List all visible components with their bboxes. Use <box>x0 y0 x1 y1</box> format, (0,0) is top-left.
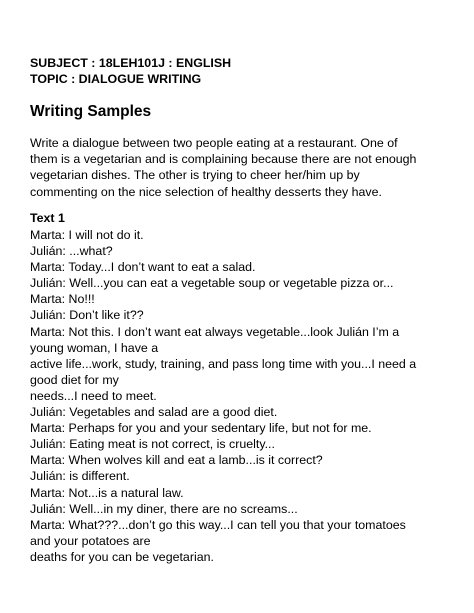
dialogue-line: needs...I need to meet. <box>30 388 157 403</box>
dialogue-line: Marta: Not this. I don’t want eat always vegetable...look Julián I’m a <box>30 324 400 339</box>
dialogue-line: Marta: When wolves kill and eat a lamb...is it correct? <box>30 453 323 468</box>
dialogue-line: Marta: Perhaps for you and your sedentary life, but not for me. <box>30 421 372 436</box>
dialogue-line: Julián: Well...in my diner, there are no screams... <box>30 501 298 516</box>
topic-line: TOPIC : DIALOGUE WRITING <box>30 72 202 86</box>
dialogue-line: and your potatoes are <box>30 533 151 548</box>
dialogue-line: Marta: What???...don’t go this way...I can tell you that your tomatoes <box>30 517 406 532</box>
dialogue-line: good diet for my <box>30 372 119 387</box>
dialogue-line: Julián: Well...you can eat a vegetable soup or vegetable pizza or... <box>30 276 394 291</box>
dialogue-line: Julián: is different. <box>30 469 130 484</box>
prompt-paragraph <box>30 135 460 200</box>
dialogue-line: Julián: Vegetables and salad are a good diet. <box>30 405 278 420</box>
dialogue-block <box>30 227 460 565</box>
subject-line: SUBJECT : 18LEH101J : ENGLISH <box>30 56 232 70</box>
dialogue-line: deaths for you can be vegetarian. <box>30 549 214 564</box>
text-label: Text 1 <box>30 211 65 225</box>
dialogue-line: Marta: Not...is a natural law. <box>30 485 184 500</box>
prompt-line: vegetarian dishes. The other is trying to cheer her/him up by <box>30 168 360 183</box>
prompt-line: commenting on the nice selection of healthy desserts they have. <box>30 184 382 199</box>
prompt-line: them is a vegetarian and is complaining because there are not enough <box>30 152 417 167</box>
dialogue-line: Julián: ...what? <box>30 244 113 259</box>
dialogue-line: Marta: Today...I don’t want to eat a salad. <box>30 260 256 275</box>
dialogue-line: Julián: Eating meat is not correct, is cruelty... <box>30 437 275 452</box>
document-header <box>30 55 231 87</box>
section-title: Writing Samples <box>30 103 152 120</box>
dialogue-line: Marta: No!!! <box>30 292 95 307</box>
dialogue-line: active life...work, study, training, and pass long time with you...I need a <box>30 356 417 371</box>
prompt-line: Write a dialogue between two people eating at a restaurant. One of <box>30 136 398 150</box>
dialogue-line: Marta: I will not do it. <box>30 228 144 242</box>
dialogue-line: young woman, I have a <box>30 340 159 355</box>
dialogue-line: Julián: Don’t like it?? <box>30 308 144 323</box>
